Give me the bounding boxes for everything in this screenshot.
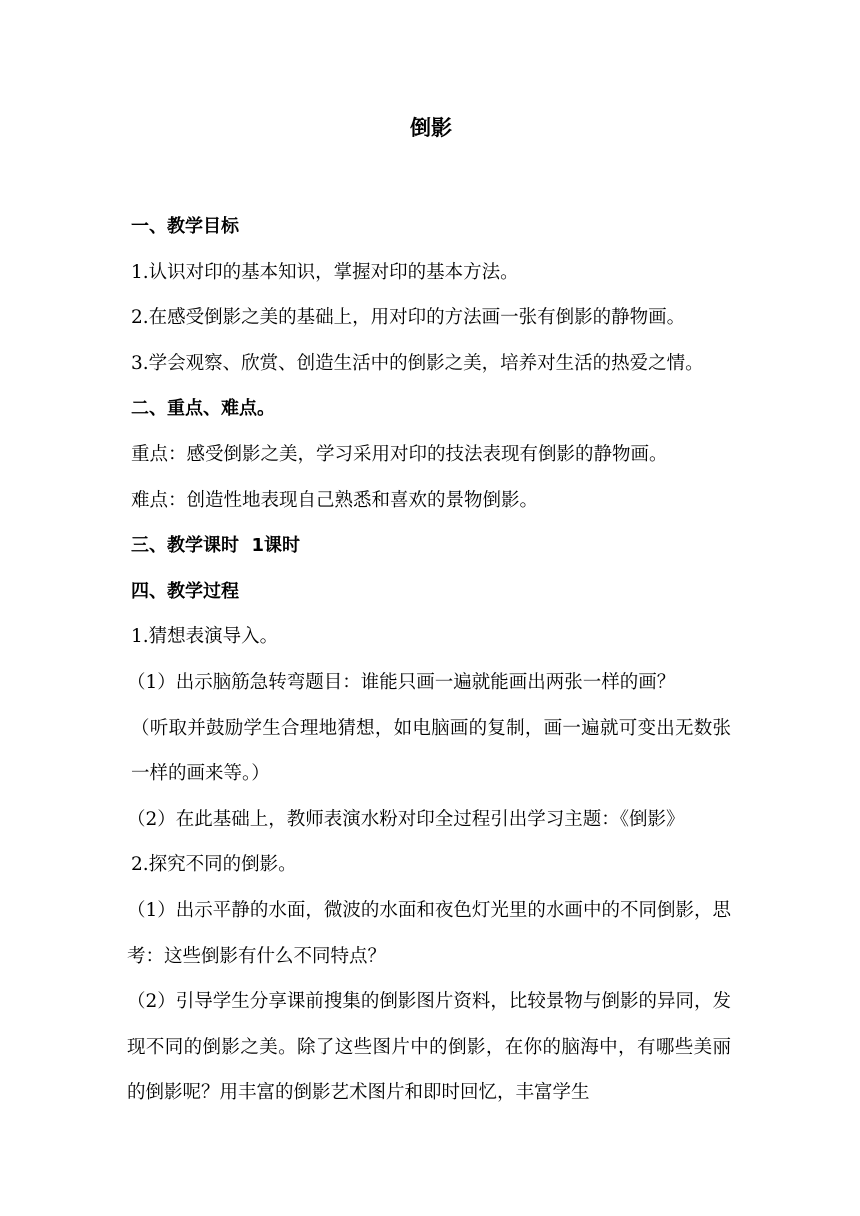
process-step-2-sub-1: （1）出示平静的水面，微波的水面和夜色灯光里的水画中的不同倒影，思考：这些倒影有什么不同特点？: [127, 899, 731, 967]
section-heading-process: 四、教学过程: [131, 580, 239, 602]
process-step-2: 2.探究不同的倒影。: [131, 854, 297, 876]
document-body: [127, 108, 731, 1116]
key-point-difficulty: 难点：创造性地表现自己熟悉和喜欢的景物倒影。: [131, 489, 539, 511]
process-step-1-sub-1: （1）出示脑筋急转弯题目：谁能只画一遍就能画出两张一样的画？: [127, 671, 676, 693]
objective-item-1: 1.认识对印的基本知识，掌握对印的基本方法。: [131, 261, 519, 283]
key-point-focus: 重点：感受倒影之美，学习采用对印的技法表现有倒影的静物画。: [131, 443, 668, 465]
section-heading-objectives: 一、教学目标: [131, 216, 239, 237]
section-heading-key-points: 二、重点、难点。: [131, 398, 275, 420]
document-title: 倒影: [410, 116, 452, 140]
process-step-1: 1.猜想表演导入。: [131, 626, 279, 648]
process-step-1-sub-2: （2）在此基础上，教师表演水粉对印全过程引出学习主题：《倒影》: [127, 808, 685, 830]
process-step-2-sub-2: （2）引导学生分享课前搜集的倒影图片资料，比较景物与倒影的异同，发现不同的倒影之美。除了这些图片中的倒影，在你的脑海中，有哪些美丽的倒影呢？用丰富的倒影艺术图片和即时回忆，丰富学生: [127, 991, 731, 1104]
objective-item-2: 2.在感受倒影之美的基础上，用对印的方法画一张有倒影的静物画。: [131, 307, 686, 329]
objective-item-3: 3.学会观察、欣赏、创造生活中的倒影之美，培养对生活的热爱之情。: [131, 352, 704, 374]
process-step-1-note: （听取并鼓励学生合理地猜想，如电脑画的复制，画一遍就可变出无数张一样的画来等。）: [131, 717, 731, 785]
section-heading-class-hours: 三、教学课时 1课时: [131, 535, 301, 557]
